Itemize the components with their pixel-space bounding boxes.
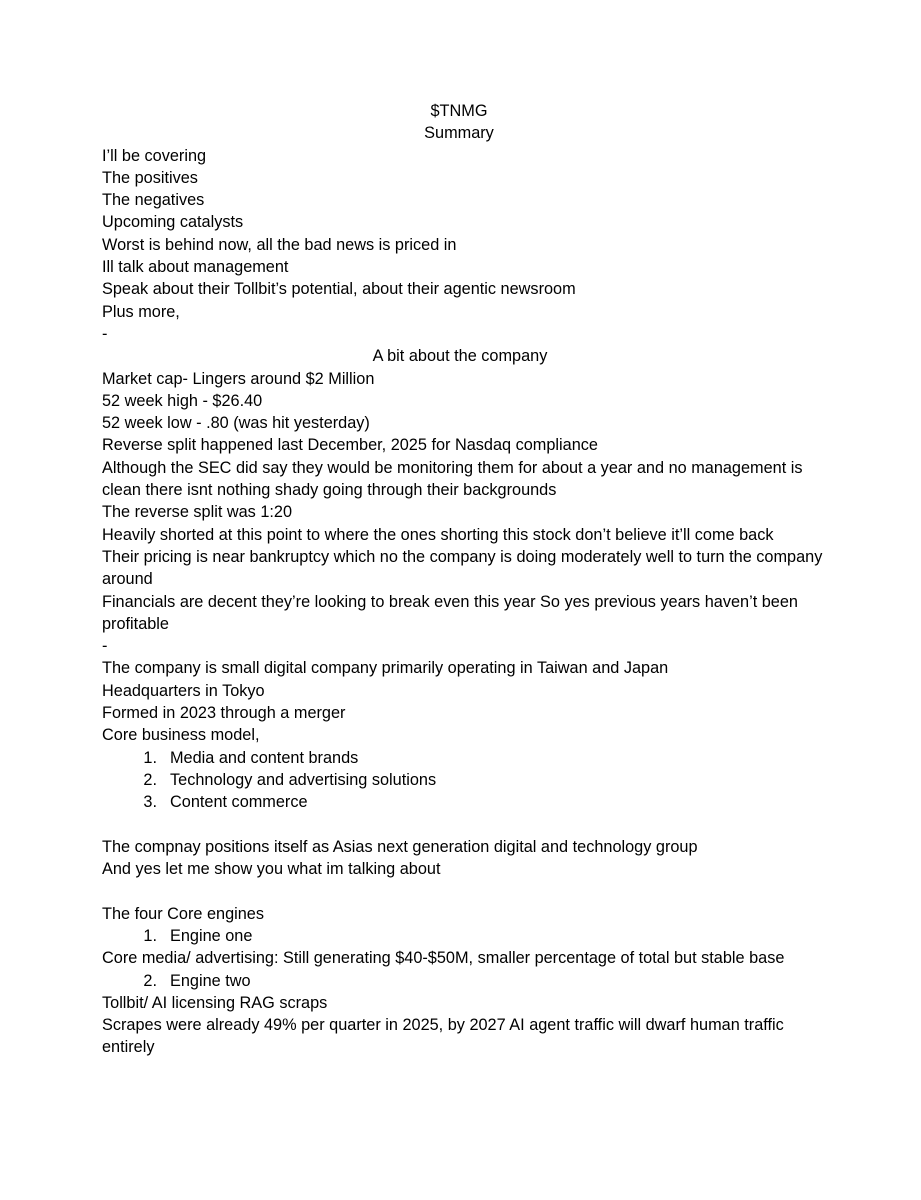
company-fact: Their pricing is near bankruptcy which no the company is doing moderately well to turn the company around: [102, 547, 823, 589]
business-model-item: [102, 747, 832, 769]
document-subtitle: Summary: [424, 124, 494, 143]
company-fact: Reverse split happened last December, 2025 for Nasdaq compliance: [102, 436, 598, 455]
list-item-text: Content commerce: [170, 793, 308, 812]
company-fact: 52 week high - $26.40: [102, 391, 263, 410]
company-fact: The reverse split was 1:20: [102, 503, 293, 522]
intro-line: Speak about their Tollbit’s potential, about their agentic newsroom: [102, 280, 576, 299]
list-number: 2.: [143, 971, 157, 990]
business-model-item: [102, 791, 832, 813]
engine-item: [102, 970, 832, 992]
positioning-line: And yes let me show you what im talking about: [102, 860, 441, 879]
overview-line: Headquarters in Tokyo: [102, 681, 265, 700]
list-number: 3.: [143, 793, 157, 812]
engine-description: Core media/ advertising: Still generating $40-$50M, smaller percentage of total but stable base: [102, 949, 785, 968]
intro-line: Worst is behind now, all the bad news is priced in: [102, 235, 457, 254]
business-model-item: [102, 769, 832, 791]
section-separator: -: [102, 324, 108, 343]
section-separator: -: [102, 637, 108, 656]
company-fact: Market cap- Lingers around $2 Million: [102, 369, 375, 388]
overview-line: The company is small digital company primarily operating in Taiwan and Japan: [102, 659, 669, 678]
positioning-line: The compnay positions itself as Asias next generation digital and technology group: [102, 837, 698, 856]
intro-line: The negatives: [102, 191, 205, 210]
intro-line: I’ll be covering: [102, 146, 207, 165]
blank-line: [102, 880, 832, 902]
document-title: $TNMG: [430, 102, 488, 120]
company-fact: Although the SEC did say they would be monitoring them for about a year and no management is clean there isnt nothing shady going through their backgrounds: [102, 458, 803, 500]
overview-line: Core business model,: [102, 726, 260, 745]
company-fact: Heavily shorted at this point to where the ones shorting this stock don’t believe it’ll come back: [102, 525, 774, 544]
document-body: [102, 100, 832, 1059]
overview-line: Formed in 2023 through a merger: [102, 704, 346, 723]
intro-line: Ill talk about management: [102, 258, 289, 277]
engine-description: Scrapes were already 49% per quarter in 2025, by 2027 AI agent traffic will dwarf human traffic entirely: [102, 1016, 784, 1057]
company-fact: 52 week low - .80 (was hit yesterday): [102, 414, 370, 433]
intro-line: Upcoming catalysts: [102, 213, 244, 232]
intro-line: Plus more,: [102, 302, 180, 321]
list-number: 2.: [143, 770, 157, 789]
blank-line: [102, 814, 832, 836]
engines-heading: The four Core engines: [102, 904, 265, 923]
list-item-text: Engine one: [170, 926, 253, 945]
list-number: 1.: [143, 926, 157, 945]
company-fact: Financials are decent they’re looking to break even this year So yes previous years haven’t been profitable: [102, 592, 798, 633]
engine-item: [102, 925, 832, 947]
list-item-text: Technology and advertising solutions: [170, 770, 437, 789]
list-number: 1.: [143, 748, 157, 767]
list-item-text: Media and content brands: [170, 748, 359, 767]
intro-line: The positives: [102, 168, 198, 187]
list-item-text: Engine two: [170, 971, 251, 990]
company-section-heading: A bit about the company: [372, 347, 548, 366]
engine-description: Tollbit/ AI licensing RAG scraps: [102, 993, 328, 1012]
